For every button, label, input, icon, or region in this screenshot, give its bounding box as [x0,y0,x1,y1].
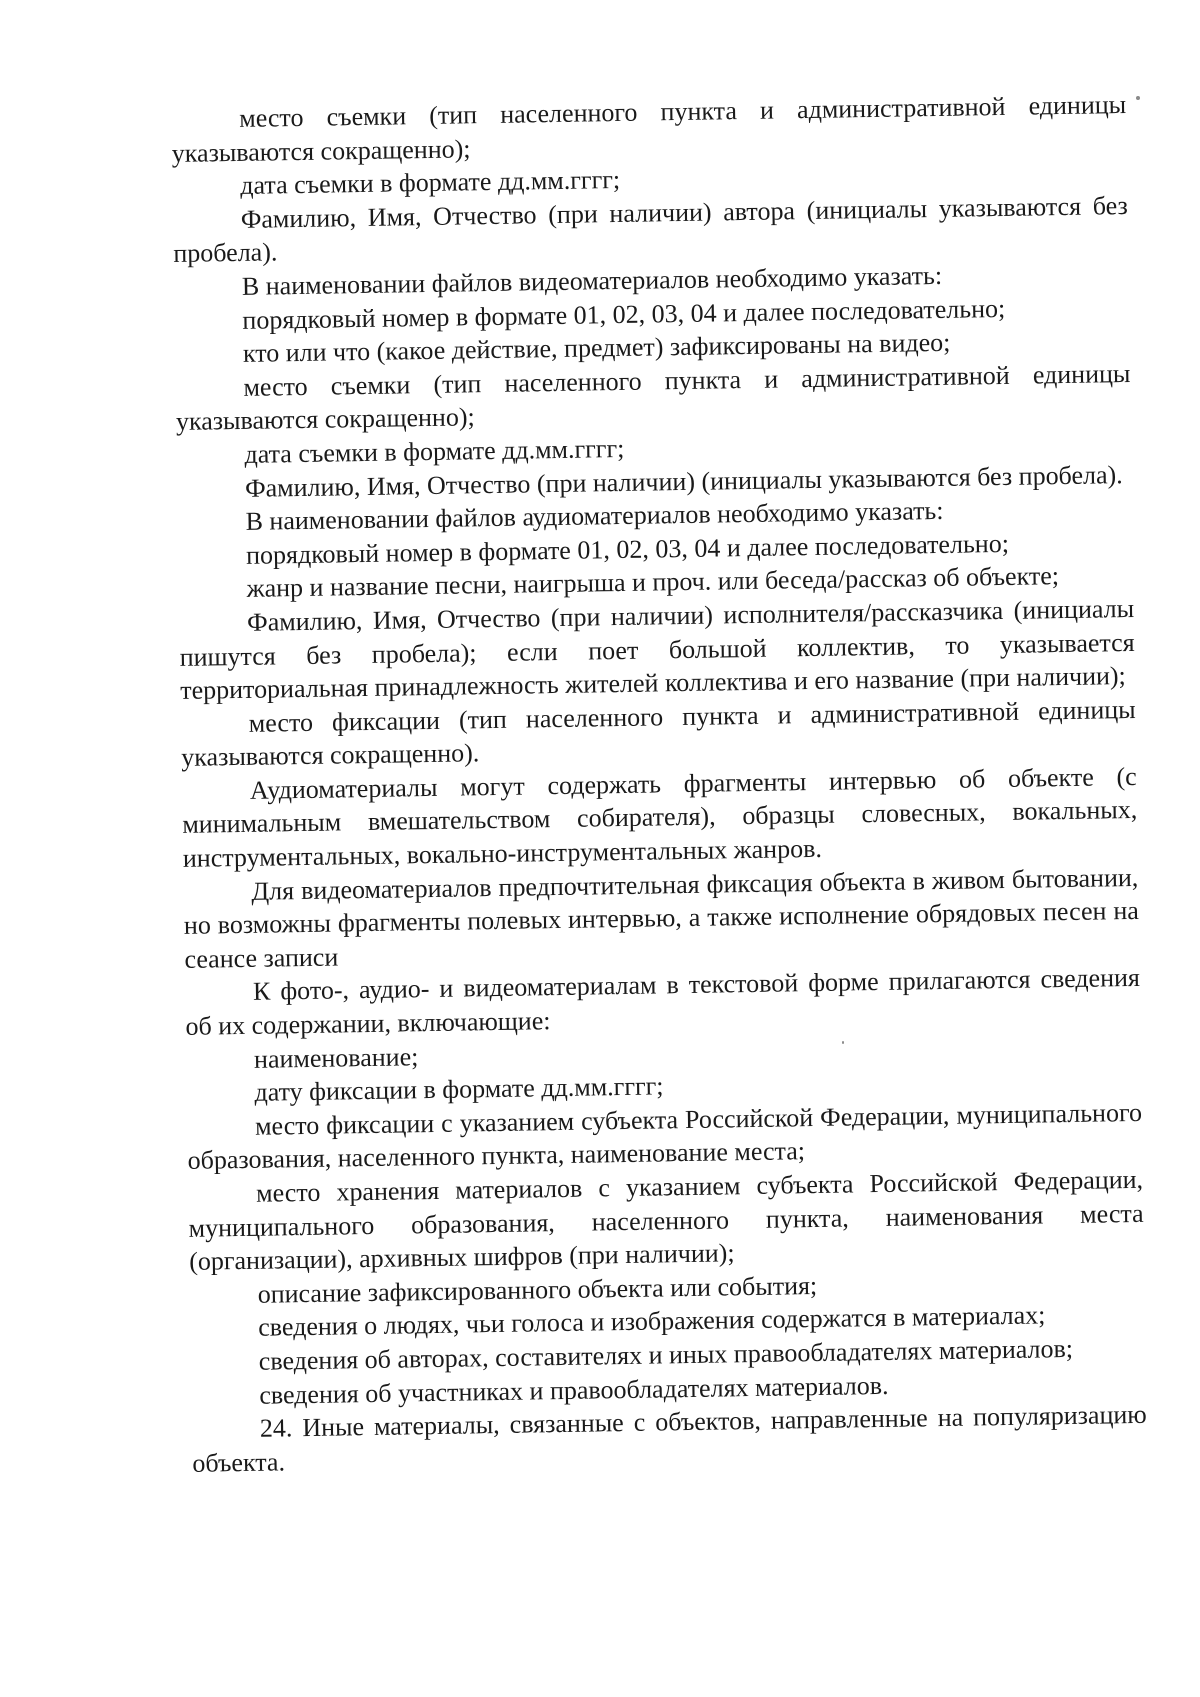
paragraph: место фиксации (тип населенного пункта и административной единицы указываются сокращенно). [181,694,1136,773]
paragraph: дату фиксации в формате дд.мм.гггг; [254,1071,664,1108]
paragraph: В наименовании файлов аудиоматериалов необходимо указать: [245,496,944,537]
paragraph: сведения об участниках и правообладателях материалов. [259,1370,889,1410]
paragraph: сведения об авторах, составителях и иных правообладателях материалов; [258,1333,1074,1376]
paragraph: место фиксации с указанием субъекта Российской Федерации, муниципального образования, населенного пункта, наименование места; [187,1097,1143,1176]
paragraph: место хранения материалов с указанием субъекта Российской Федерации, муниципального образования, населенного пункта, наименования места (организации), архивных шифров (при наличии); [188,1164,1144,1277]
paragraph: Фамилию, Имя, Отчество (при наличии) автора (инициалы указываются без пробела). [173,190,1128,269]
paragraph: К фото-, аудио- и видеоматериалам в текстовой форме прилагаются сведения об их содержании, включающие: [185,963,1141,1041]
paragraph: место съемки (тип населенного пункта и административной единицы указываются сокращенно); [171,89,1127,168]
paragraph: жанр и название песни, наигрыша и проч. или беседа/рассказ об объекте; [246,561,1060,604]
paragraph: место съемки (тип населенного пункта и административной единицы указываются сокращенно); [175,358,1131,437]
paragraph: Для видеоматериалов предпочтительная фиксация объекта в живом бытовании, но возможны фрагменты полевых интервью, а также исполнение обрядовых песен на сеансе записи [183,862,1140,974]
paragraph: Фамилию, Имя, Отчество (при наличии) (инициалы указываются без пробела). [244,459,1123,503]
paragraph: порядковый номер в формате 01, 02, 03, 04 и далее последовательно; [242,293,1006,335]
paragraph: описание зафиксированного объекта или события; [257,1270,818,1309]
scan-speck [842,1041,844,1044]
paragraph: кто или что (какое действие, предмет) зафиксированы на видео; [242,327,951,369]
paragraph: 24. Иные материалы, связанные с объектов, направленные на популяризацию объекта. [192,1399,1147,1478]
paragraph: дата съемки в формате дд.мм.гггг; [240,165,621,201]
paragraph: дата съемки в формате дд.мм.гггг; [244,433,625,469]
paragraph: Фамилию, Имя, Отчество (при наличии) исполнителя/рассказчика (инициалы пишутся без пробела); если поет большой коллектив, то указывается территориальная принадлежность жителей коллектива и его название (при наличии); [179,593,1135,706]
paragraph: В наименовании файлов видеоматериалов необходимо указать: [241,260,943,301]
paragraph: наименование; [253,1041,419,1074]
document-body [171,88,1148,1480]
paragraph: Аудиоматериалы могут содержать фрагменты интервью об объекте (с минимальным вмешательством собирателя), образцы словесных, вокальных, инструментальных, вокально-инструментальных жанров. [182,761,1138,873]
paragraph: сведения о людях, чьи голоса и изображения содержатся в материалах; [258,1300,1046,1343]
scan-speck [1136,96,1140,100]
paragraph: порядковый номер в формате 01, 02, 03, 04 и далее последовательно; [245,528,1010,570]
